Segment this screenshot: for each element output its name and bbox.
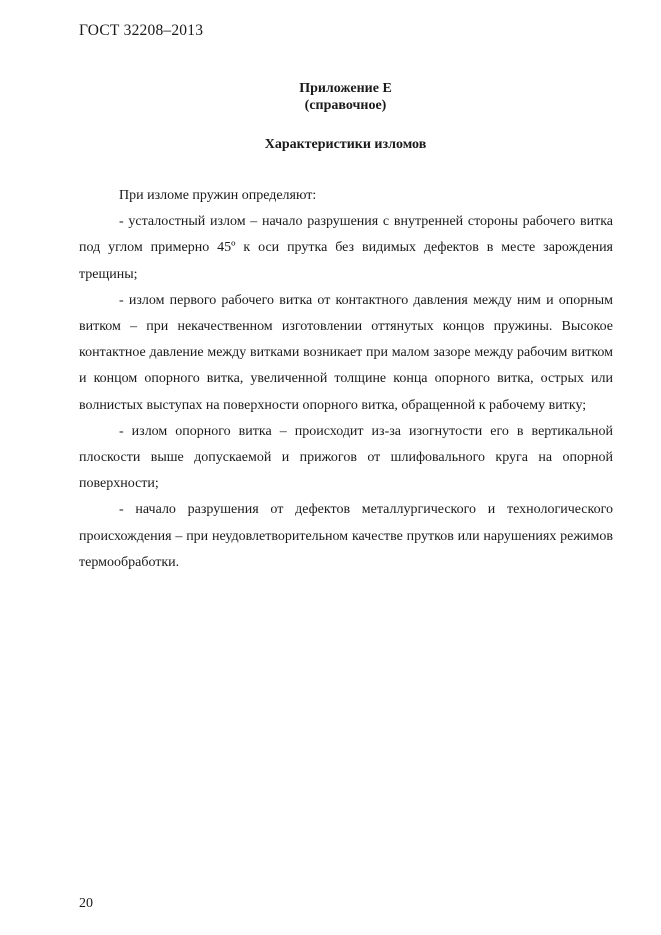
document-header: ГОСТ 32208–2013 <box>79 22 204 39</box>
paragraph-defect-fracture: - начало разрушения от дефектов металлургического и технологического происхождения – при неудовлетворительном качестве прутков или нарушениях режимов термообработки. <box>79 502 613 570</box>
paragraph-support-coil-fracture: - излом опорного витка – происходит из-за изогнутости его в вертикальной плоскости выше допускаемой и прижогов от шлифовального круга на опорной поверхности; <box>79 423 613 492</box>
page-number: 20 <box>79 896 93 911</box>
paragraph-intro: При изломе пружин определяют: <box>119 188 317 203</box>
body-text <box>79 183 613 576</box>
appendix-heading <box>0 80 661 114</box>
appendix-title: Приложение Е <box>299 81 392 96</box>
section-title: Характеристики изломов <box>264 137 427 152</box>
appendix-subtitle: (справочное) <box>304 98 387 113</box>
paragraph-first-coil-fracture: - излом первого рабочего витка от контактного давления между ним и опорным витком – при некачественном изготовлении оттянутых концов пружины. Высокое контактное давление между витками возникает при малом зазоре между рабочим витком и концом опорного витка, увеличенной толщине конца опорного витка, острых или волнистых выступах на поверхности опорного витка, обращенной к рабочему витку; <box>79 292 613 413</box>
paragraph-fatigue-fracture: - усталостный излом – начало разрушения с внутренней стороны рабочего витка под углом примерно 45º к оси прутка без видимых дефектов в месте зарождения трещины; <box>79 214 613 282</box>
